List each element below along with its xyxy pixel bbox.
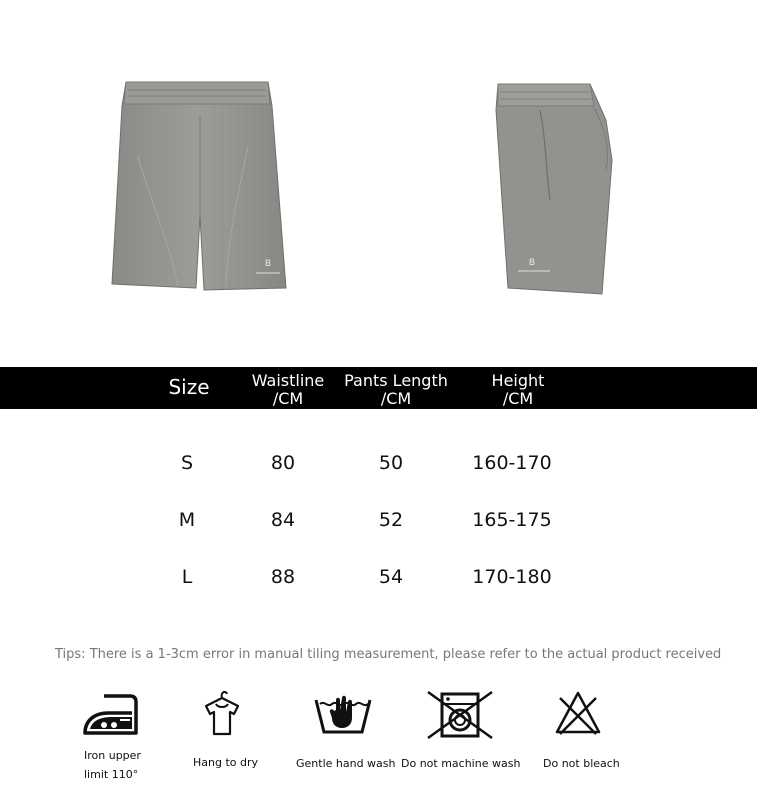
- shorts-front-image: [108, 76, 288, 294]
- care-label-no-bleach: Do not bleach: [543, 757, 620, 770]
- shorts-side-image: [494, 80, 616, 296]
- care-label-hand-wash: Gentle hand wash: [296, 757, 396, 770]
- hand-wash-icon: [314, 690, 372, 736]
- header-waistline: Waistline /CM: [251, 371, 325, 408]
- row-m-size: M: [178, 509, 196, 531]
- no-machine-wash-icon: [426, 690, 494, 740]
- header-height: Height /CM: [491, 371, 545, 408]
- row-l-size: L: [181, 566, 193, 588]
- care-label-no-machine-wash: Do not machine wash: [401, 757, 521, 770]
- row-l-waist: 88: [270, 566, 296, 588]
- care-label-hang: Hang to dry: [193, 756, 259, 769]
- row-s-height: 160-170: [472, 452, 552, 474]
- row-l-height: 170-180: [472, 566, 552, 588]
- care-label-iron: Iron upper limit 110°: [84, 749, 141, 781]
- no-bleach-icon: [554, 690, 602, 736]
- header-size: Size: [168, 375, 210, 399]
- svg-text:B: B: [264, 258, 272, 268]
- measurement-tips: Tips: There is a 1-3cm error in manual tiling measurement, please refer to the actual product received: [55, 647, 722, 662]
- row-m-waist: 84: [270, 509, 296, 531]
- row-l-length: 54: [378, 566, 404, 588]
- svg-text:B: B: [528, 257, 536, 267]
- row-s-length: 50: [378, 452, 404, 474]
- row-m-height: 165-175: [472, 509, 552, 531]
- row-s-waist: 80: [270, 452, 296, 474]
- row-s-size: S: [180, 452, 194, 474]
- header-pants-length: Pants Length /CM: [344, 371, 448, 408]
- hanger-shirt-icon: [200, 688, 244, 738]
- iron-icon: [82, 693, 140, 737]
- row-m-length: 52: [378, 509, 404, 531]
